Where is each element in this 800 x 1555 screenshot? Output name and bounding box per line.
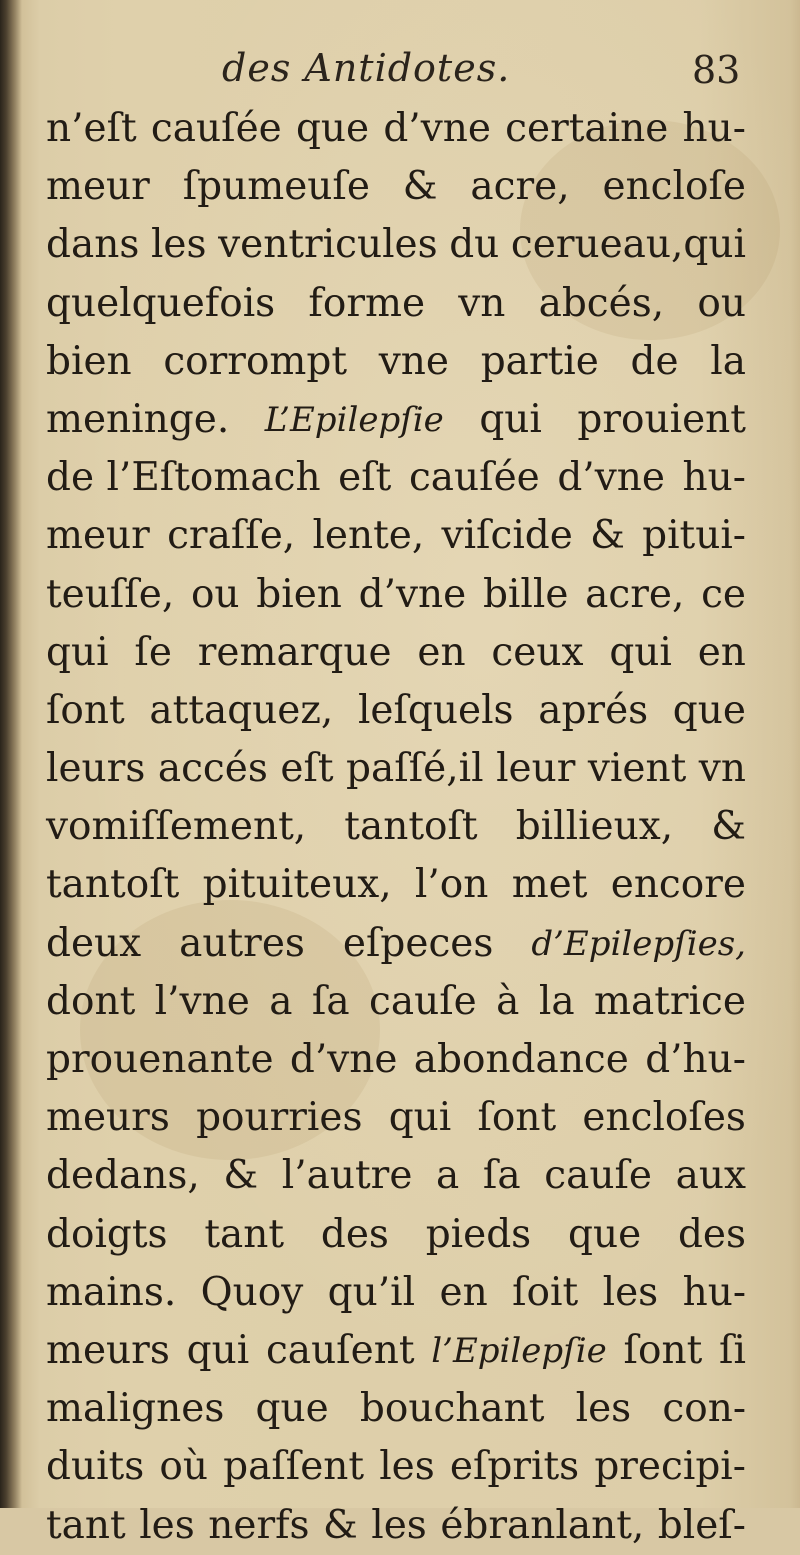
word: ſi [719, 1327, 746, 1373]
word: corrompt [163, 338, 348, 384]
text-line [46, 507, 746, 565]
text-line [46, 1206, 746, 1264]
word: encloſes [582, 1095, 746, 1141]
word: l’on [414, 862, 489, 908]
word: abondance [413, 1037, 629, 1082]
word: ſont [477, 1095, 557, 1141]
text-line [46, 391, 746, 449]
word: a [269, 978, 293, 1024]
word: ſont [623, 1327, 703, 1373]
word: tantoſt [46, 862, 180, 908]
word: matrice [594, 978, 746, 1024]
word: que [567, 1211, 642, 1257]
word: cauſée [150, 106, 282, 151]
word: eſprits [449, 1444, 580, 1490]
word: attaquez, [149, 687, 334, 733]
word: eſpeces [342, 920, 494, 966]
word: bien [256, 571, 342, 617]
word: qui [388, 1095, 452, 1141]
word: teuſſe, [46, 571, 175, 617]
italic-word: L’Epilepſie [264, 399, 444, 440]
word: que [295, 106, 370, 151]
word: du [449, 222, 500, 268]
word: cauſée [408, 455, 540, 501]
word: eſt [280, 746, 334, 792]
word: pituiteux, [202, 862, 392, 908]
word: ou [190, 571, 240, 617]
word: abcés, [538, 280, 665, 326]
word: & [223, 1153, 259, 1199]
word: acre, [470, 164, 570, 210]
word: de l’Eſtomach [46, 455, 321, 501]
word: paſſé,il [346, 746, 484, 792]
word: ſa [482, 1153, 521, 1199]
word: des [320, 1211, 389, 1257]
italic-word: l’Epilepſie [431, 1330, 607, 1371]
text-line [46, 1147, 746, 1205]
word: hu- [682, 106, 746, 151]
word: hu- [682, 455, 746, 501]
word: viſcide [441, 513, 573, 559]
word: paſſent [223, 1444, 365, 1490]
text-line [46, 1380, 746, 1438]
word: cauſe [369, 978, 477, 1024]
word: ou [697, 280, 746, 326]
word: ce [701, 571, 746, 617]
text-line [46, 973, 746, 1031]
running-title: des Antidotes. [222, 46, 511, 90]
word: quelquefois [46, 280, 276, 326]
text-line [46, 682, 746, 740]
word: Quoy [200, 1269, 304, 1315]
word: billieux, [515, 804, 674, 850]
word: la [710, 338, 746, 384]
text-line [46, 158, 746, 216]
word: cauſe [544, 1153, 652, 1199]
word: & [590, 513, 625, 559]
word: meurs [46, 1327, 170, 1373]
word: met [511, 862, 588, 908]
word: aux [675, 1153, 746, 1199]
word: vomiſſement, [46, 804, 307, 850]
word: & [323, 1502, 358, 1548]
word: meninge. [46, 396, 230, 442]
text-line [46, 1089, 746, 1147]
word: bouchant [359, 1386, 545, 1432]
word: d’vne [383, 106, 491, 151]
word: a [436, 1153, 460, 1199]
word: bleſ- [657, 1502, 746, 1548]
word: d’hu- [645, 1037, 746, 1082]
word: la [538, 978, 575, 1024]
word: dans [46, 222, 140, 268]
word: en [697, 629, 746, 675]
word: d’vne [557, 455, 665, 501]
word: acre, [585, 571, 685, 617]
word: cerueau,qui [510, 222, 746, 268]
word: meur [46, 164, 150, 210]
text-line [46, 333, 746, 391]
word: autres [179, 920, 305, 966]
word: leſquels [357, 687, 514, 733]
word: deux [46, 920, 142, 966]
word: remarque [197, 629, 392, 675]
word: tant [46, 1502, 126, 1548]
word: des [677, 1211, 746, 1257]
word: accés [157, 746, 268, 792]
text-line [46, 275, 746, 333]
text-line [46, 624, 746, 682]
word: ceux [491, 629, 584, 675]
word: pitui- [642, 513, 746, 559]
word: tantoſt [344, 804, 478, 850]
italic-word: d’Epilepſies, [531, 923, 746, 964]
word: en [439, 1269, 488, 1315]
text-line [46, 798, 746, 856]
text-line [46, 1031, 746, 1089]
word: meur [46, 513, 150, 559]
word: ventricules [218, 222, 438, 268]
word: ſe [134, 629, 172, 675]
text-line [46, 566, 746, 624]
word: forme [308, 280, 426, 326]
word: les [575, 1386, 632, 1432]
word: dedans, [46, 1153, 200, 1199]
word: cauſent [265, 1327, 415, 1373]
word: d’vne [358, 571, 467, 617]
word: bille [482, 571, 569, 617]
word: leur [496, 746, 576, 792]
text-line [46, 1438, 746, 1496]
word: prouenante [46, 1037, 274, 1082]
word: pieds [425, 1211, 532, 1257]
word: partie [480, 338, 599, 384]
word: craſſe, [167, 513, 296, 559]
word: dont [46, 978, 136, 1024]
word: que [672, 687, 746, 733]
word: leurs [46, 746, 146, 792]
word: & [711, 804, 746, 850]
text-line [46, 1322, 746, 1380]
page-gutter [0, 0, 22, 1508]
word: vient [587, 746, 687, 792]
word: les [602, 1269, 659, 1315]
text-line [46, 100, 746, 158]
word: ſa [311, 978, 350, 1024]
word: malignes [46, 1386, 225, 1432]
word: les [150, 222, 207, 268]
word: qui [46, 629, 109, 675]
word: l’autre [281, 1153, 413, 1199]
word: certaine [505, 106, 669, 151]
text-line [46, 216, 746, 274]
word: qui [609, 629, 672, 675]
word: ébranlant, [440, 1502, 645, 1548]
word: meurs [46, 1095, 170, 1141]
word: pourries [196, 1095, 363, 1141]
body-text [46, 100, 746, 1555]
word: encore [610, 862, 746, 908]
word: ſpumeuſe [182, 164, 370, 210]
word: qu’il [327, 1269, 416, 1315]
word: ſoit [512, 1269, 579, 1315]
word: n’eſt [46, 106, 137, 151]
text-line [46, 740, 746, 798]
word: où [159, 1444, 208, 1490]
word: mains. [46, 1269, 177, 1315]
word: vn [698, 746, 746, 792]
word: doigts [46, 1211, 168, 1257]
word: les [379, 1444, 435, 1490]
word: hu- [682, 1269, 746, 1315]
word: precipi- [594, 1444, 746, 1490]
word: à [496, 978, 520, 1024]
word: vn [458, 280, 506, 326]
word: les [139, 1502, 195, 1548]
word: qui [186, 1327, 250, 1373]
word: ſont [46, 687, 125, 733]
word: en [417, 629, 466, 675]
word: que [255, 1386, 329, 1432]
word: qui [479, 396, 542, 442]
word: nerfs [208, 1502, 310, 1548]
text-line [46, 915, 746, 973]
word: d’vne [289, 1037, 398, 1082]
word: les [371, 1502, 427, 1548]
word: & [402, 164, 438, 210]
text-line [46, 449, 746, 507]
text-line [46, 1264, 746, 1322]
text-line [46, 1497, 746, 1555]
word: con- [662, 1386, 746, 1432]
word: aprés [538, 687, 649, 733]
word: vne [378, 338, 449, 384]
word: duits [46, 1444, 145, 1490]
word: bien [46, 338, 132, 384]
word: encloſe [602, 164, 746, 210]
word: eſt [338, 455, 392, 501]
word: lente, [312, 513, 425, 559]
page-number: 83 [692, 48, 741, 92]
word: de [630, 338, 679, 384]
text-line [46, 856, 746, 914]
word: prouient [577, 396, 746, 442]
word: l’vne [154, 978, 250, 1024]
page-header [0, 46, 800, 96]
word: tant [204, 1211, 285, 1257]
